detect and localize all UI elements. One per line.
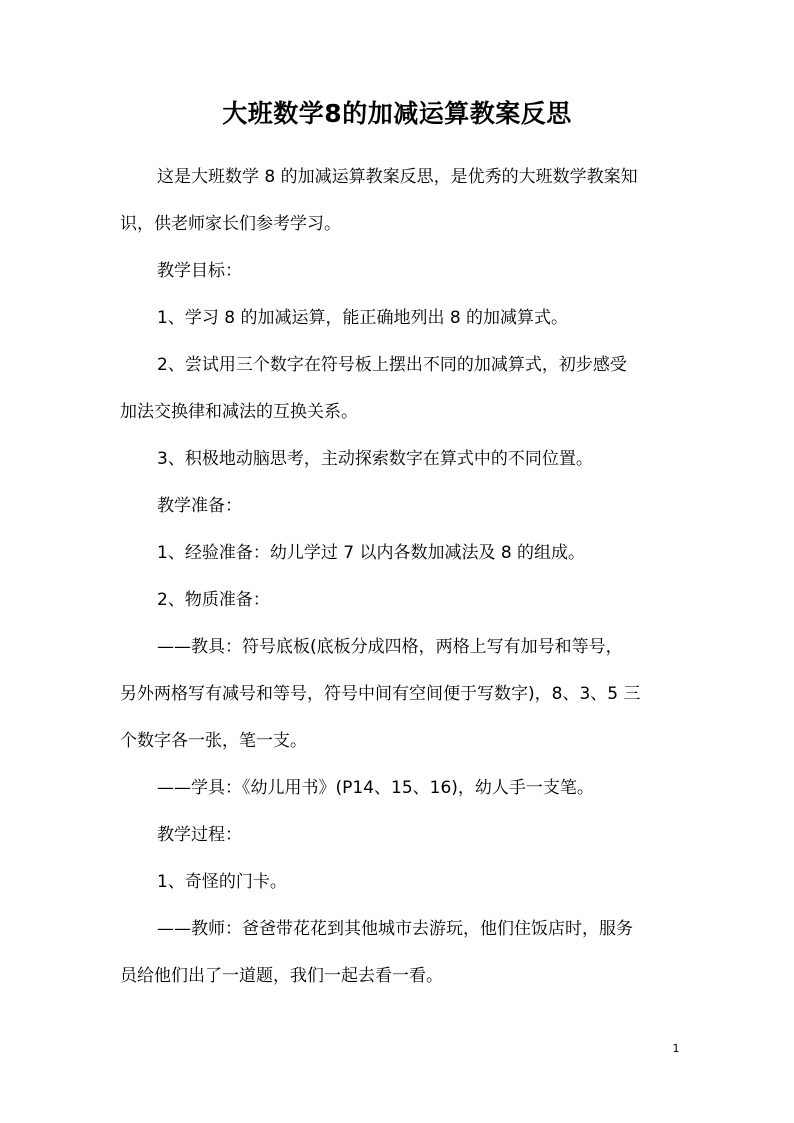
paragraph-teacher-dialogue bbox=[120, 917, 680, 1011]
paragraph-line: 这是大班数学 8 的加减运算教案反思，是优秀的大班数学教案知 bbox=[157, 167, 638, 187]
paragraph-process-1 bbox=[120, 870, 680, 917]
paragraph-line: 2、尝试用三个数字在符号板上摆出不同的加减算式，初步感受 bbox=[157, 355, 627, 375]
paragraph-line: ——学具：《幼儿用书》(P14、15、16)，幼人手一支笔。 bbox=[157, 778, 594, 798]
paragraph-line: 1、经验准备：幼儿学过 7 以内各数加减法及 8 的组成。 bbox=[157, 543, 586, 563]
paragraph-preparation-2 bbox=[120, 588, 680, 635]
paragraph-line: 加法交换律和减法的互换关系。 bbox=[120, 402, 358, 422]
paragraph-goal-1 bbox=[120, 306, 680, 353]
paragraph-teaching-aids bbox=[120, 635, 680, 776]
paragraph-line: ——教师：爸爸带花花到其他城市去游玩，他们住饭店时，服务 bbox=[157, 919, 633, 939]
paragraph-intro bbox=[120, 165, 680, 259]
paragraph-goal-3 bbox=[120, 447, 680, 494]
paragraph-line: 1、学习 8 的加减运算，能正确地列出 8 的加减算式。 bbox=[157, 308, 569, 328]
paragraph-line: 个数字各一张，笔一支。 bbox=[120, 731, 307, 751]
paragraph-line: 识，供老师家长们参考学习。 bbox=[120, 214, 341, 234]
document-body bbox=[120, 165, 680, 1011]
paragraph-line: 员给他们出了一道题，我们一起去看一看。 bbox=[120, 966, 443, 986]
paragraph-line: 教学准备： bbox=[157, 496, 242, 516]
paragraph-line: 1、奇怪的门卡。 bbox=[157, 872, 287, 892]
paragraph-line: 3、积极地动脑思考，主动探索数字在算式中的不同位置。 bbox=[157, 449, 593, 469]
heading-teaching-preparation bbox=[120, 494, 680, 541]
heading-teaching-goals bbox=[120, 259, 680, 306]
paragraph-line: ——教具：符号底板(底板分成四格，两格上写有加号和等号， bbox=[157, 637, 623, 657]
paragraph-goal-2 bbox=[120, 353, 680, 447]
paragraph-line: 教学目标： bbox=[157, 261, 242, 281]
paragraph-preparation-1 bbox=[120, 541, 680, 588]
paragraph-line: 教学过程： bbox=[157, 825, 242, 845]
page-number: 1 bbox=[672, 1042, 680, 1055]
heading-teaching-process bbox=[120, 823, 680, 870]
document-title: 大班数学8的加减运算教案反思 bbox=[222, 99, 572, 128]
paragraph-line: 2、物质准备： bbox=[157, 590, 270, 610]
paragraph-line: 另外两格写有减号和等号，符号中间有空间便于写数字)，8、3、5 三 bbox=[120, 684, 641, 704]
paragraph-learning-aids bbox=[120, 776, 680, 823]
